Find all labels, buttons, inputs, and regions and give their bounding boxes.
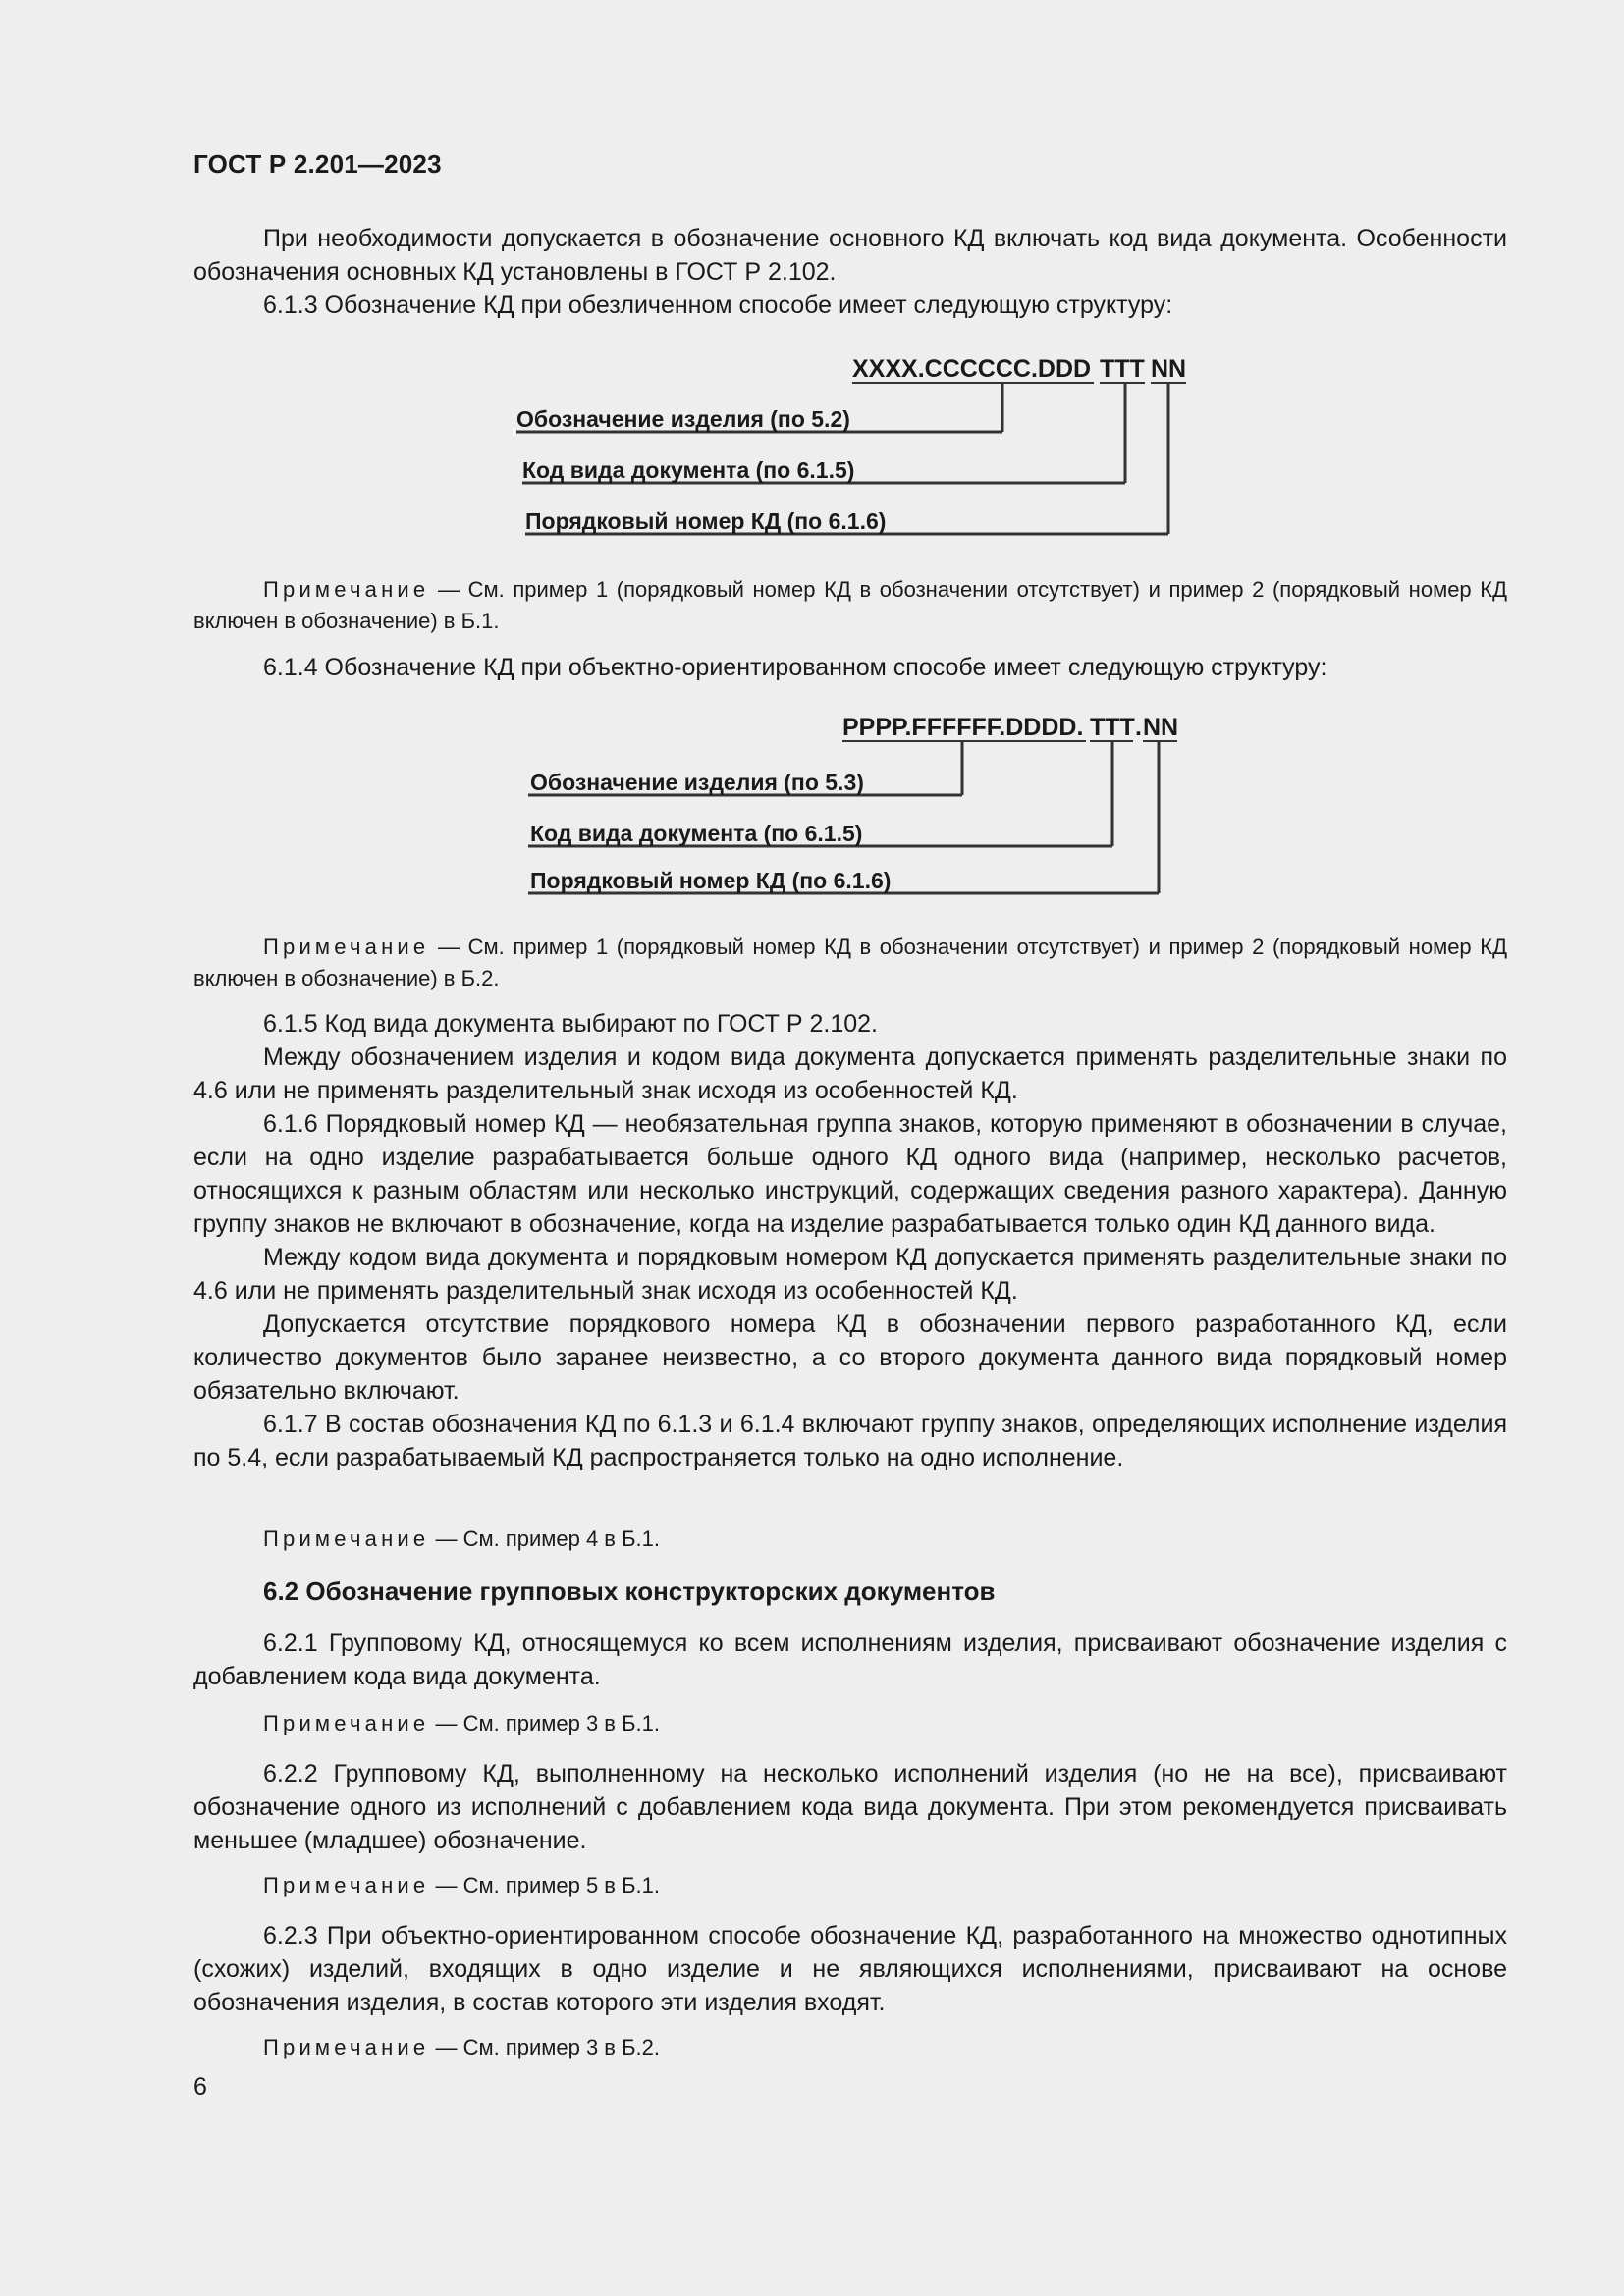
diagram2-label-doc-code: Код вида документа (по 6.1.5) xyxy=(530,821,863,846)
diagram1-code-ttt: TTT xyxy=(1100,355,1145,383)
note-text: — См. пример 1 (порядковый номер КД в обозначении отсутствует) и пример 2 (порядковый номер КД включен в обозначение) в Б.1. xyxy=(193,577,1507,633)
note-label: Примечание xyxy=(263,934,430,959)
paragraph-6-1-4: 6.1.4 Обозначение КД при объектно-ориентированном способе имеет следующую структуру: xyxy=(263,654,1327,681)
diagram1-code-main: XXXX.CCCCCC.DDD xyxy=(852,355,1092,383)
paragraph-6-1-6b: Между кодом вида документа и порядковым номером КД допускается применять разделительные знаки по 4.6 или не применять разделительный знак исходя из особенностей КД. xyxy=(193,1244,1507,1305)
note-text: — См. пример 5 в Б.1. xyxy=(435,1873,661,1897)
diagram1-label-doc-code: Код вида документа (по 6.1.5) xyxy=(522,457,855,483)
diagram2-code-nn: NN xyxy=(1143,714,1179,741)
note-1-paragraph xyxy=(193,574,1507,637)
paragraph-6-1-4-block xyxy=(193,651,1507,684)
diagram-impersonal-method xyxy=(516,355,1186,534)
note-3-paragraph xyxy=(193,1523,1507,1555)
diagram2-code-dot: . xyxy=(1135,714,1142,741)
intro-block xyxy=(193,222,1507,322)
paragraph-intro: При необходимости допускается в обозначение основного КД включать код вида документа. Особенности обозначения основных КД установлены в ГОСТ Р 2.102. xyxy=(193,225,1507,286)
body-block-6-1-5 xyxy=(193,1007,1507,1474)
note-2 xyxy=(193,932,1507,994)
diagram2-code-ttt: TTT xyxy=(1090,714,1135,741)
section-heading-6-2: 6.2 Обозначение групповых конструкторских документов xyxy=(263,1576,996,1606)
note-label: Примечание xyxy=(263,1711,430,1735)
note-1 xyxy=(193,574,1507,637)
paragraph-6-1-3: 6.1.3 Обозначение КД при обезличенном способе имеет следующую структуру: xyxy=(263,292,1173,319)
note-label: Примечание xyxy=(263,1526,430,1551)
note-4-paragraph xyxy=(193,1708,1507,1739)
note-2-paragraph xyxy=(193,932,1507,994)
note-3 xyxy=(193,1523,1507,1555)
note-5 xyxy=(193,1870,1507,1901)
note-text: — См. пример 3 в Б.2. xyxy=(435,2035,661,2059)
note-6-paragraph xyxy=(193,2032,1507,2063)
page-number: 6 xyxy=(193,2073,207,2101)
note-text: — См. пример 3 в Б.1. xyxy=(435,1711,661,1735)
paragraph-6-2-1: 6.2.1 Групповому КД, относящемуся ко всем исполнениям изделия, присваивают обозначение изделия с добавлением кода вида документа. xyxy=(193,1629,1507,1690)
note-4 xyxy=(193,1708,1507,1739)
note-6 xyxy=(193,2032,1507,2063)
note-label: Примечание xyxy=(263,2035,430,2059)
note-5-paragraph xyxy=(193,1870,1507,1901)
paragraph-6-1-5b: Между обозначением изделия и кодом вида документа допускается применять разделительные знаки по 4.6 или не применять разделительный знак исходя из особенностей КД. xyxy=(193,1043,1507,1104)
paragraph-6-1-6: 6.1.6 Порядковый номер КД — необязательная группа знаков, которую применяют в обозначении в случае, если на одно изделие разрабатывается больше одного КД одного вида (например, несколько расчетов, относящихся к разным областям или несколько инструкций, содержащих сведения разного характера). Данную группу знаков не включают в обозначение, когда на изделие разрабатывается только один КД данного вида. xyxy=(193,1110,1507,1238)
note-label: Примечание xyxy=(263,1873,430,1897)
note-text: — См. пример 1 (порядковый номер КД в обозначении отсутствует) и пример 2 (порядковый номер КД включен в обозначение) в Б.2. xyxy=(193,934,1507,990)
note-text: — См. пример 4 в Б.1. xyxy=(435,1526,661,1551)
body-block-6-2-3 xyxy=(193,1919,1507,2019)
paragraph-6-1-7: 6.1.7 В состав обозначения КД по 6.1.3 и 6.1.4 включают группу знаков, определяющих исполнение изделия по 5.4, если разрабатываемый КД распространяется только на одно исполнение. xyxy=(193,1411,1507,1471)
diagram1-label-product: Обозначение изделия (по 5.2) xyxy=(516,406,850,432)
diagram2-code-main: PPPP.FFFFFF.DDDD. xyxy=(842,714,1084,741)
paragraph-6-2-3: 6.2.3 При объектно-ориентированном способе обозначение КД, разработанного на множество однотипных (схожих) изделий, входящих в одно изделие и не являющихся исполнениями, присваивают на основе обозначения изделия, в состав которого эти изделия входят. xyxy=(193,1922,1507,2016)
paragraph-6-1-6c: Допускается отсутствие порядкового номера КД в обозначении первого разработанного КД, если количество документов было заранее неизвестно, а со второго документа данного вида порядковый номер обязательно включают. xyxy=(193,1310,1507,1405)
paragraph-6-1-5: 6.1.5 Код вида документа выбирают по ГОСТ Р 2.102. xyxy=(263,1010,879,1038)
diagram1-label-seq-number: Порядковый номер КД (по 6.1.6) xyxy=(525,508,887,534)
diagram-object-oriented-method xyxy=(528,714,1178,893)
paragraph-6-2-2: 6.2.2 Групповому КД, выполненному на несколько исполнений изделия (но не на все), присваивают обозначение одного из исполнений с добавлением кода вида документа. При этом рекомендуется присваивать меньшее (младшее) обозначение. xyxy=(193,1760,1507,1854)
diagram2-label-seq-number: Порядковый номер КД (по 6.1.6) xyxy=(530,868,892,893)
note-label: Примечание xyxy=(263,577,430,602)
body-block-6-2-1 xyxy=(193,1627,1507,1693)
diagram2-label-product: Обозначение изделия (по 5.3) xyxy=(530,770,864,795)
document-header: ГОСТ Р 2.201—2023 xyxy=(193,149,442,179)
diagram1-code-nn: NN xyxy=(1151,355,1187,383)
body-block-6-2-2 xyxy=(193,1757,1507,1857)
